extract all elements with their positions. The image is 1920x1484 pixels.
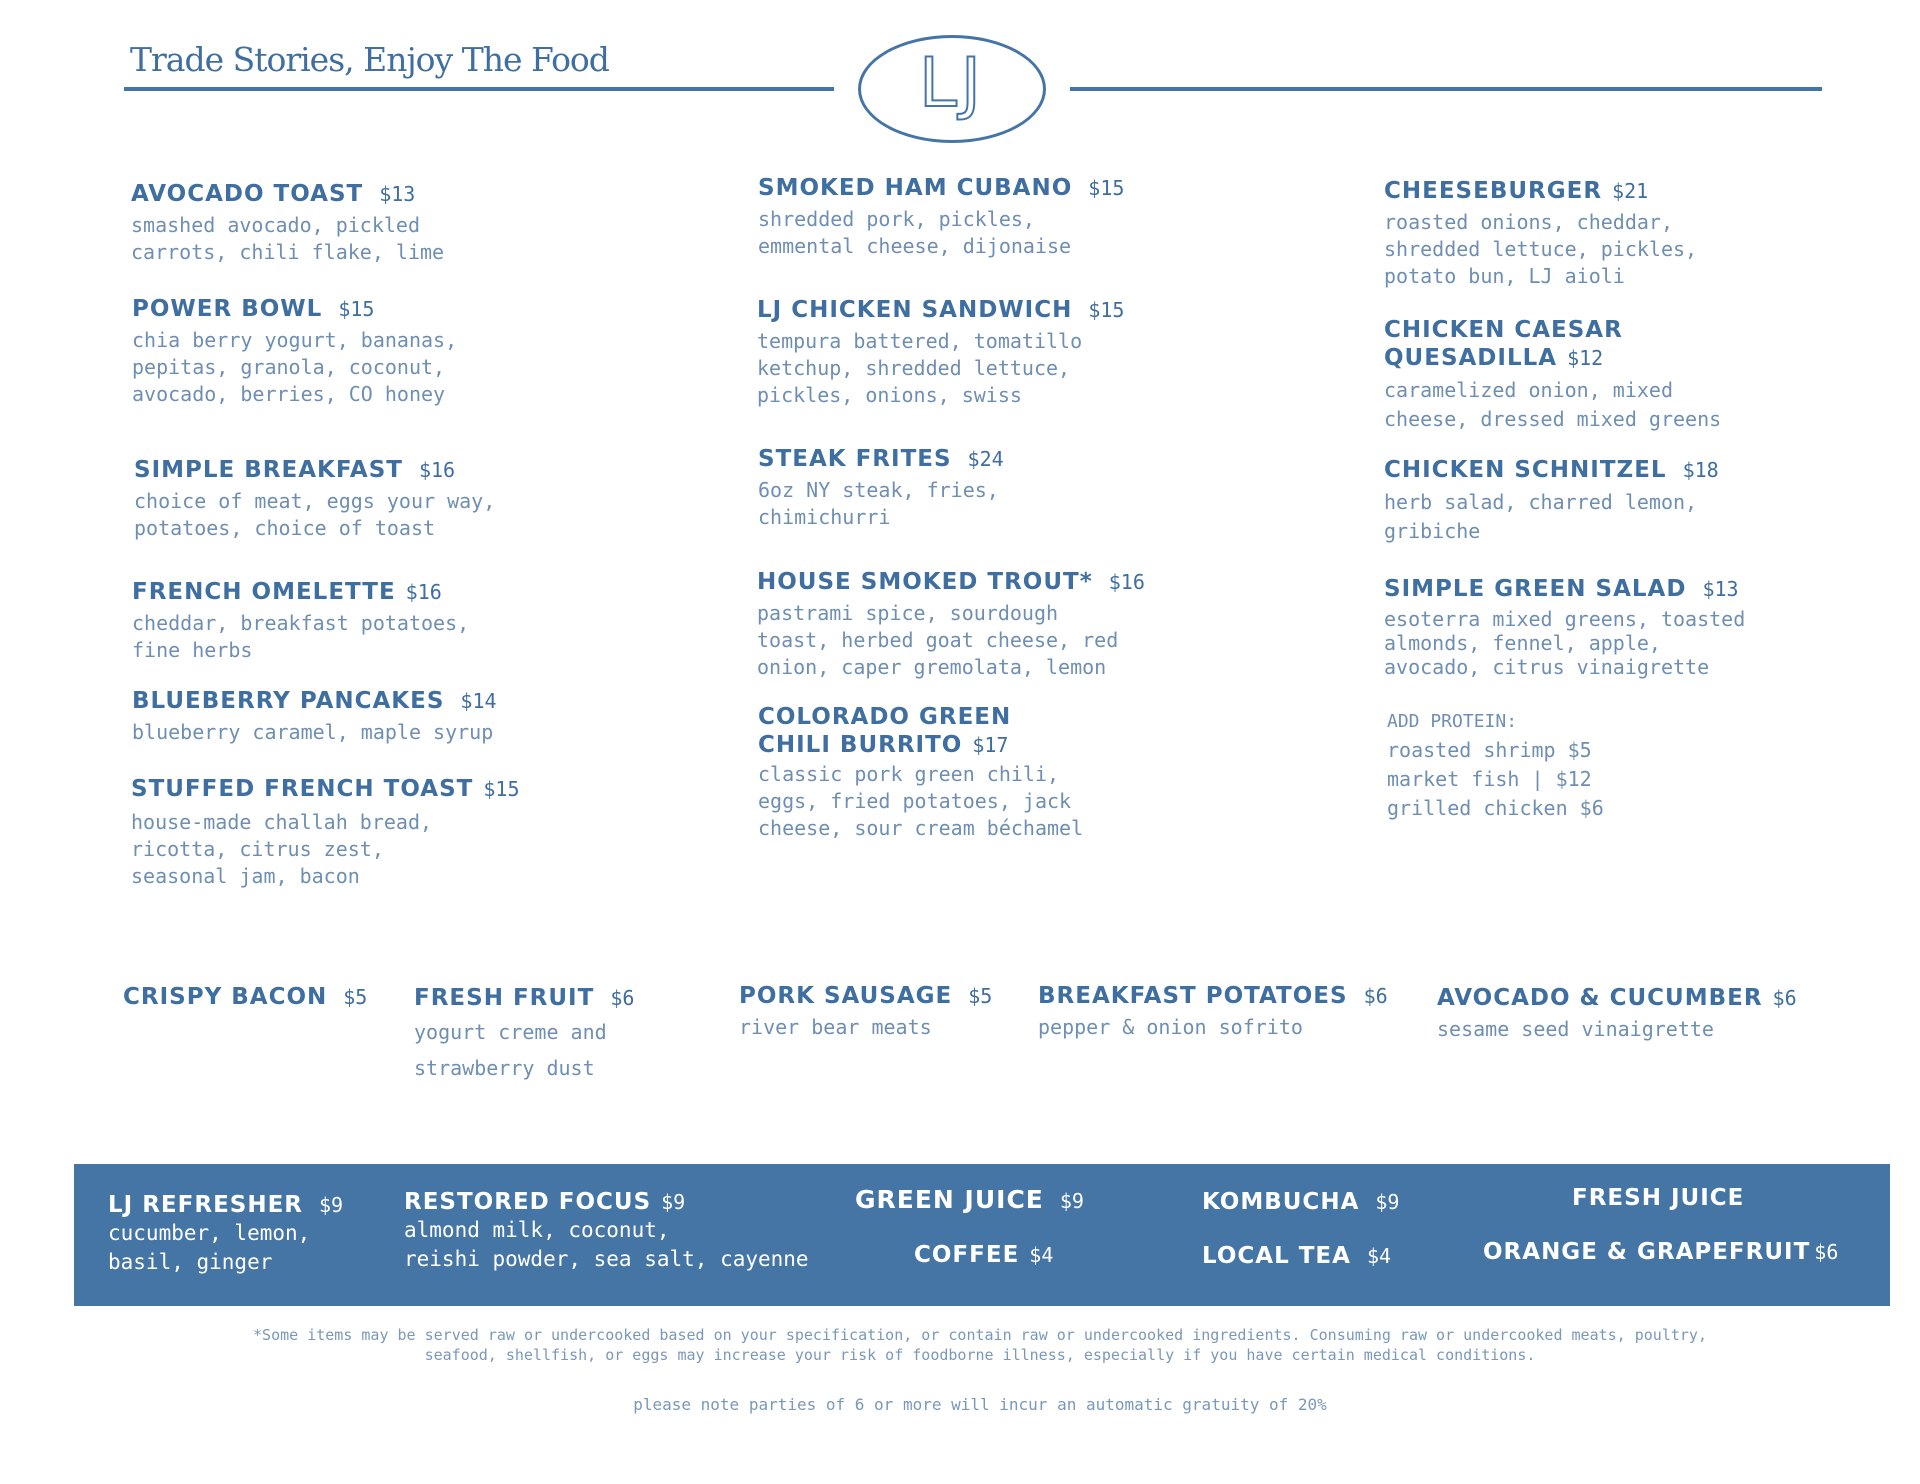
item-price: $4 (1366, 1244, 1392, 1268)
item-title: LJ REFRESHER (108, 1192, 304, 1218)
item-title: FRENCH OMELETTE (132, 579, 396, 605)
item-name (739, 982, 992, 1010)
item-name (132, 578, 469, 606)
item-title: STEAK FRITES (758, 446, 952, 472)
item-title: AVOCADO & CUCUMBER (1437, 985, 1763, 1011)
item-title: CHEESEBURGER (1384, 178, 1603, 204)
protein-option: grilled chicken $6 (1387, 796, 1604, 820)
item-name (758, 174, 1124, 202)
item-name (855, 1186, 1084, 1215)
item-price: $14 (460, 689, 497, 713)
disclaimer-line: seafood, shellfish, or eggs may increase your risk of foodborne illness, especially if you have certain medical conditions. (424, 1346, 1536, 1364)
item-price: $9 (661, 1190, 686, 1214)
item-description: 6oz NY steak, fries, chimichurri (758, 478, 999, 529)
item-name (758, 731, 1083, 759)
item-title: LOCAL TEA (1202, 1243, 1351, 1269)
header-rule-left (124, 87, 834, 91)
item-description: house-made challah bread, ricotta, citrus zest, seasonal jam, bacon (131, 810, 433, 888)
item-title: GREEN JUICE (855, 1185, 1044, 1214)
item-name (757, 568, 1145, 596)
item-description: caramelized onion, mixed cheese, dressed mixed greens (1384, 378, 1722, 431)
item-title: STUFFED FRENCH TOAST (131, 776, 474, 802)
item-name (1384, 344, 1721, 372)
item-title: COFFEE (914, 1242, 1020, 1268)
item-title: SMOKED HAM CUBANO (758, 175, 1073, 201)
add-protein-heading: ADD PROTEIN: (1387, 711, 1518, 732)
lj-logo (858, 35, 1046, 143)
add-protein (1387, 708, 1604, 823)
header-rule-right (1070, 87, 1822, 91)
drink-fresh-juice (1572, 1184, 1744, 1212)
item-description: pepper & onion sofrito (1038, 1015, 1303, 1039)
item-price: $24 (967, 447, 1004, 471)
side-fresh-fruit (414, 984, 634, 1086)
drink-coffee (914, 1241, 1053, 1269)
item-price: $6 (1772, 986, 1797, 1010)
item-price: $17 (972, 733, 1009, 757)
item-description: river bear meats (739, 1015, 932, 1039)
item-price: $13 (1702, 577, 1739, 601)
item-name (132, 687, 497, 715)
item-name (1202, 1188, 1399, 1216)
item-name (108, 1191, 343, 1219)
item-title: QUESADILLA (1384, 345, 1558, 371)
drink-orange-grapefruit (1483, 1238, 1838, 1266)
item-title: CRISPY BACON (123, 984, 328, 1010)
item-price: $6 (1814, 1240, 1839, 1264)
item-name (758, 445, 1004, 473)
item-title: LJ CHICKEN SANDWICH (757, 297, 1073, 323)
menu-item-stuffed-french-toast (131, 775, 519, 890)
item-description: pastrami spice, sourdough toast, herbed goat cheese, red onion, caper gremolata, lemon (757, 601, 1119, 679)
drink-local-tea (1202, 1242, 1391, 1270)
item-price: $16 (418, 458, 456, 482)
item-price: $5 (968, 984, 993, 1008)
item-description: almond milk, coconut, reishi powder, sea salt, cayenne (404, 1218, 809, 1271)
item-price: $18 (1682, 458, 1719, 482)
item-name (1384, 456, 1719, 484)
item-description: classic pork green chili, eggs, fried potatoes, jack cheese, sour cream béchamel (758, 762, 1084, 840)
item-title: AVOCADO TOAST (131, 181, 364, 207)
item-name (1038, 982, 1388, 1010)
menu-item-cheeseburger (1384, 177, 1697, 290)
item-title: ORANGE & GRAPEFRUIT (1483, 1239, 1811, 1265)
protein-option: market fish | $12 (1387, 767, 1592, 791)
item-title: CHICKEN SCHNITZEL (1384, 457, 1667, 483)
item-title: BLUEBERRY PANCAKES (132, 688, 445, 714)
menu-item-chicken-caesar-quesadilla (1384, 316, 1721, 434)
item-name (134, 456, 495, 484)
item-price: $16 (1108, 570, 1145, 594)
item-title: KOMBUCHA (1202, 1189, 1360, 1215)
menu-item-house-smoked-trout (757, 568, 1145, 681)
item-price: $5 (343, 985, 368, 1009)
item-description: esoterra mixed greens, toasted almonds, fennel, apple, avocado, citrus vinaigrette (1384, 607, 1746, 679)
item-price: $6 (1363, 984, 1388, 1008)
item-description: yogurt creme and strawberry dust (414, 1020, 607, 1080)
item-price: $9 (1059, 1189, 1084, 1213)
drink-restored-focus (404, 1188, 809, 1274)
item-title: SIMPLE BREAKFAST (134, 457, 403, 483)
item-name (1437, 984, 1797, 1012)
menu-item-french-omelette (132, 578, 469, 664)
menu-item-colorado-green-chili-burrito (758, 703, 1083, 842)
item-price: $15 (483, 777, 520, 801)
item-price: $16 (405, 580, 442, 604)
menu-item-lj-chicken-sandwich (757, 296, 1124, 409)
side-breakfast-potatoes (1038, 982, 1388, 1041)
item-title: FRESH FRUIT (414, 985, 595, 1011)
item-name (757, 296, 1124, 324)
item-description: blueberry caramel, maple syrup (132, 720, 494, 744)
drink-kombucha (1202, 1188, 1399, 1216)
side-avocado-cucumber (1437, 984, 1797, 1043)
item-price: $13 (379, 182, 416, 206)
item-name (404, 1188, 809, 1216)
item-title: RESTORED FOCUS (404, 1189, 652, 1215)
item-title: BREAKFAST POTATOES (1038, 983, 1348, 1009)
menu-item-simple-green-salad (1384, 575, 1745, 679)
item-name (131, 775, 519, 803)
item-name (1384, 575, 1745, 603)
item-description: cucumber, lemon, basil, ginger (108, 1221, 311, 1274)
item-price: $15 (1088, 176, 1125, 200)
item-name (123, 983, 367, 1011)
item-name-line1: COLORADO GREEN (758, 704, 1012, 730)
item-price: $9 (1375, 1190, 1400, 1214)
item-description: choice of meat, eggs your way, potatoes, choice of toast (134, 489, 496, 540)
item-description: herb salad, charred lemon, gribiche (1384, 490, 1698, 543)
item-name (1202, 1242, 1391, 1270)
item-description: shredded pork, pickles, emmental cheese, dijonaise (758, 207, 1072, 258)
protein-option: roasted shrimp $5 (1387, 738, 1592, 762)
menu-item-avocado-toast (131, 180, 444, 266)
disclaimer-line: *Some items may be served raw or undercooked based on your specification, or contain raw or undercooked ingredients. Consuming raw or undercooked meats, poultry, (253, 1326, 1707, 1344)
item-name-line1: CHICKEN CAESAR (1384, 317, 1623, 343)
menu-item-steak-frites (758, 445, 1004, 531)
item-name: FRESH JUICE (1572, 1185, 1745, 1211)
item-name (914, 1241, 1053, 1269)
allergen-disclaimer (100, 1325, 1860, 1365)
item-title: HOUSE SMOKED TROUT* (757, 569, 1093, 595)
item-description: sesame seed vinaigrette (1437, 1017, 1714, 1041)
drink-green-juice (855, 1186, 1084, 1215)
item-price: $4 (1029, 1243, 1054, 1267)
side-crispy-bacon (123, 983, 367, 1011)
item-name (131, 180, 444, 208)
item-description: roasted onions, cheddar, shredded lettuce, pickles, potato bun, LJ aioli (1384, 210, 1698, 288)
item-description: chia berry yogurt, bananas, pepitas, granola, coconut, avocado, berries, CO honey (132, 328, 458, 406)
item-name (1483, 1238, 1838, 1266)
item-description: cheddar, breakfast potatoes, fine herbs (132, 611, 470, 662)
item-title: CHILI BURRITO (758, 732, 963, 758)
item-name (414, 984, 634, 1012)
menu-item-simple-breakfast (134, 456, 495, 542)
item-title: SIMPLE GREEN SALAD (1384, 576, 1687, 602)
gratuity-note: please note parties of 6 or more will incur an automatic gratuity of 20% (633, 1395, 1327, 1414)
item-price: $15 (1088, 298, 1125, 322)
drinks-band (74, 1164, 1890, 1306)
side-pork-sausage (739, 982, 992, 1041)
menu-item-chicken-schnitzel (1384, 456, 1719, 546)
item-price: $6 (610, 986, 635, 1010)
item-price: $9 (319, 1193, 344, 1217)
item-price: $21 (1612, 179, 1649, 203)
logo-text: LJ (919, 44, 985, 123)
item-price: $12 (1567, 346, 1604, 370)
item-name (1384, 177, 1697, 205)
item-name (132, 295, 457, 323)
menu-item-smoked-ham-cubano (758, 174, 1124, 260)
menu-item-power-bowl (132, 295, 457, 408)
item-description: tempura battered, tomatillo ketchup, shredded lettuce, pickles, onions, swiss (757, 329, 1083, 407)
drink-lj-refresher (108, 1191, 343, 1277)
item-title: POWER BOWL (132, 296, 323, 322)
item-price: $15 (338, 297, 375, 321)
item-title: PORK SAUSAGE (739, 983, 953, 1009)
item-description: smashed avocado, pickled carrots, chili flake, lime (131, 213, 445, 264)
menu-item-blueberry-pancakes (132, 687, 497, 746)
tagline: Trade Stories, Enjoy The Food (130, 40, 609, 79)
